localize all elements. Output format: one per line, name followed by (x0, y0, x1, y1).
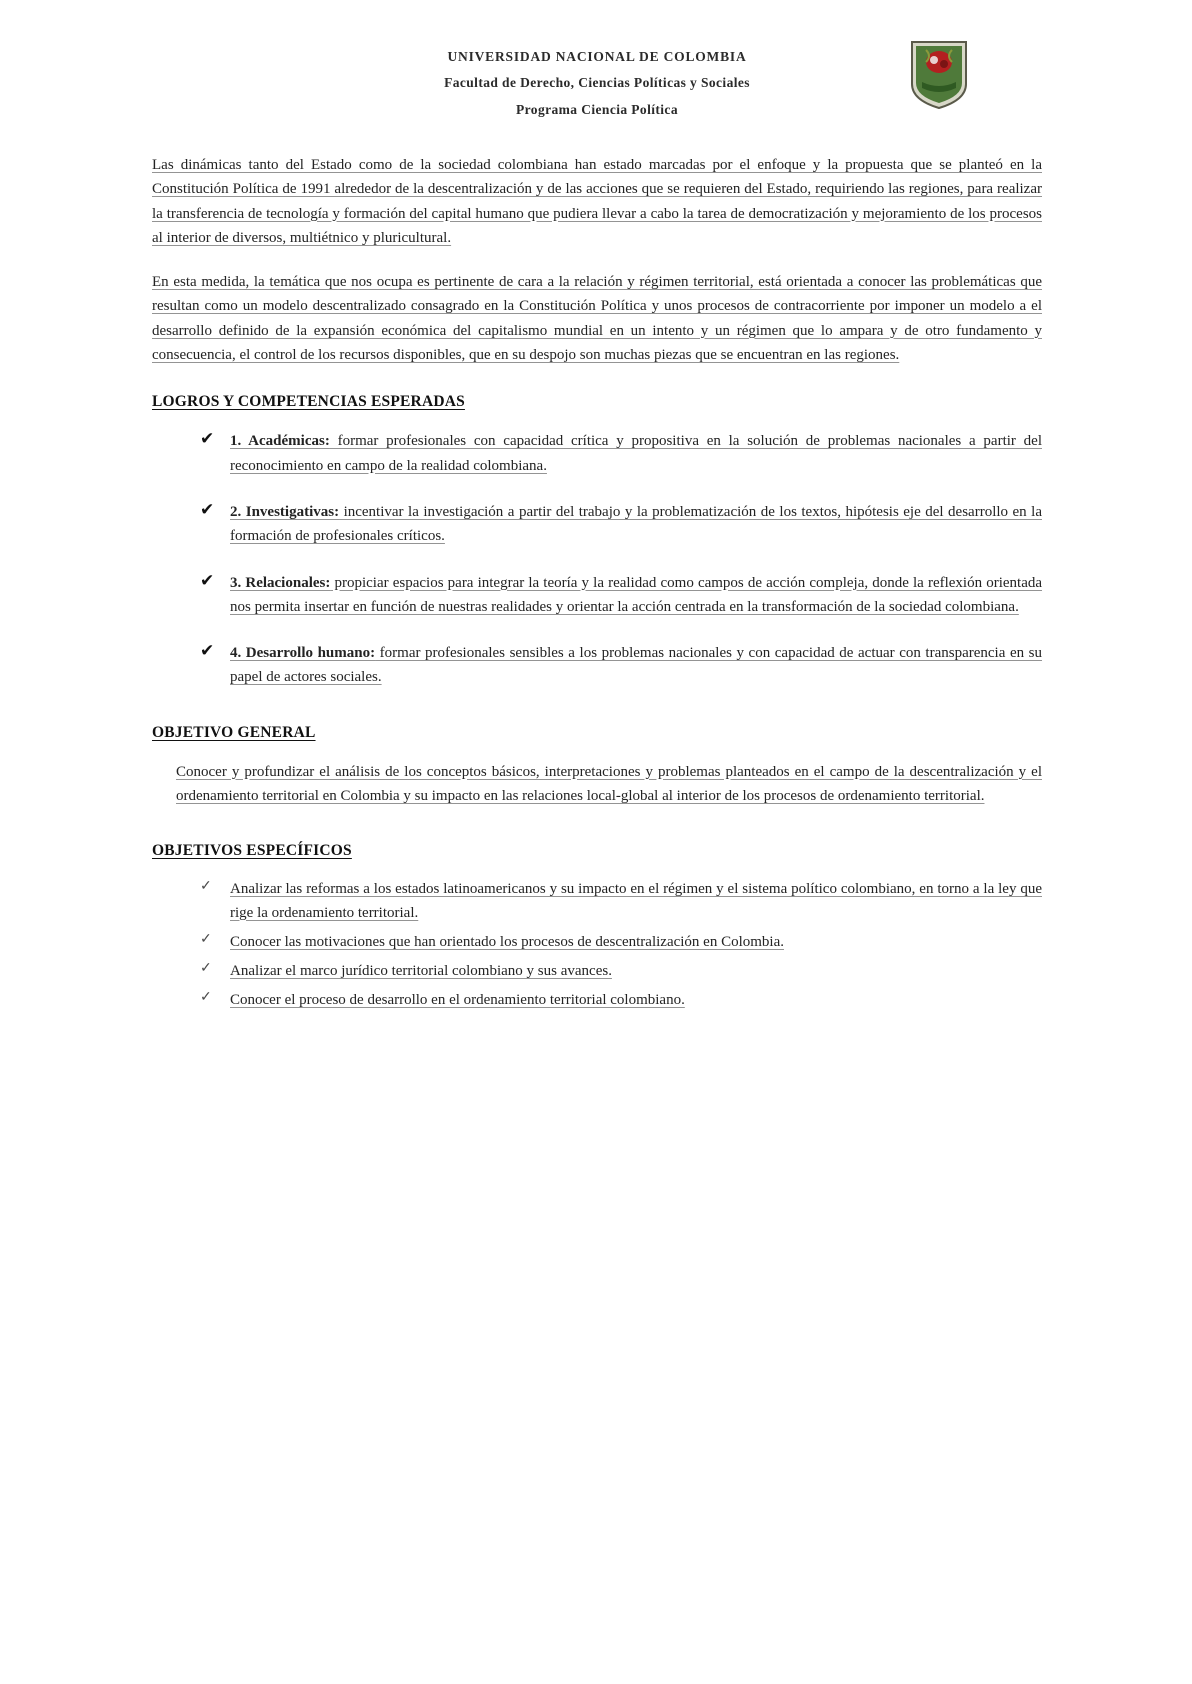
check-bullet-icon: ✔ (200, 641, 215, 661)
list-item-text: Analizar el marco jurídico territorial colombiano y sus avances. (230, 963, 612, 980)
section-title-objetivo-general: OBJETIVO GENERAL (152, 723, 316, 741)
list-item-text: propiciar espacios para integrar la teoría y la realidad como campos de acción compleja, donde la reflexión orientada nos permita insertar en función de nuestras realidades y orientar la acción centrada en la transformación de la sociedad colombiana. (230, 574, 1043, 615)
list-item (200, 960, 1042, 983)
check-bullet-icon: ✔ (200, 499, 215, 519)
list-item (200, 571, 1042, 620)
list-item-text: Conocer las motivaciones que han orientado los procesos de descentralización en Colombia. (230, 933, 784, 950)
list-item (200, 500, 1042, 549)
paragraph-1: Las dinámicas tanto del Estado como de la sociedad colombiana han estado marcadas por el enfoque y la propuesta que se planteó en la Constitución Política de 1991 alrededor de la descentralización y de las acciones que se requieren del Estado, requiriendo las regiones, para realizar la transferencia de tecnología y formación del capital humano que pudiera llevar a cabo la tarea de democratización y mejoramiento de los procesos al interior de diversos, multiétnico y pluricultural. (152, 156, 1042, 246)
objetivos-especificos-list (152, 878, 1042, 1012)
small-check-bullet-icon: ✓ (200, 961, 212, 977)
list-item (200, 641, 1042, 690)
list-item-label: 4. Desarrollo humano: (230, 645, 376, 662)
section-title-objetivos-especificos: OBJETIVOS ESPECÍFICOS (152, 842, 352, 860)
header-university-name: UNIVERSIDAD NACIONAL DE COLOMBIA (447, 49, 747, 64)
small-check-bullet-icon: ✓ (200, 931, 212, 947)
header-program-name: Programa Ciencia Política (516, 101, 678, 117)
section-title-logros: LOGROS Y COMPETENCIAS ESPERADAS (152, 393, 465, 411)
list-item-label: 1. Académicas: (230, 433, 330, 450)
list-item-label: 2. Investigativas: (230, 503, 340, 520)
list-item-text: Conocer el proceso de desarrollo en el ordenamiento territorial colombiano. (230, 992, 685, 1009)
paragraph-2: En esta medida, la temática que nos ocupa es pertinente de cara a la relación y régimen territorial, está orientada a conocer las problemáticas que resultan como un modelo descentralizado consagrado en la Constitución Política y unos procesos de contracorriente por imponer un modelo a el desarrollo definido de la expansión económica del capitalismo mundial en un intento y un régimen que lo ampara y de otro fundamento y consecuencia, el control de los recursos disponibles, que en su despojo son muchas piezas que se encuentran en las regiones. (152, 274, 1042, 364)
list-item (200, 878, 1042, 925)
list-item-text: formar profesionales con capacidad crítica y propositiva en la solución de problemas nacionales a partir del reconocimiento en campo de la realidad colombiana. (230, 433, 1042, 474)
list-item-text: Analizar las reformas a los estados latinoamericanos y su impacto en el régimen y el sistema político colombiano, en torno a la ley que rige la ordenamiento territorial. (230, 881, 1042, 921)
list-item (200, 989, 1042, 1012)
list-item (200, 931, 1042, 954)
list-item-text: incentivar la investigación a partir del trabajo y la problematización de los textos, hipótesis eje del desarrollo en la formación de profesionales críticos. (230, 503, 1042, 545)
document-header (152, 38, 1042, 123)
university-crest-icon (908, 38, 970, 110)
list-item-text: formar profesionales sensibles a los problemas nacionales y con capacidad de actuar con transparencia en su papel de actores sociales. (230, 645, 1043, 686)
check-bullet-icon: ✔ (200, 429, 215, 449)
list-item (200, 429, 1042, 478)
header-faculty-name: Facultad de Derecho, Ciencias Políticas y Sociales (444, 75, 750, 91)
list-item-label: 3. Relacionales: (230, 574, 331, 591)
small-check-bullet-icon: ✓ (200, 879, 212, 895)
logros-list (152, 429, 1042, 689)
small-check-bullet-icon: ✓ (200, 990, 212, 1006)
objetivo-general-text: Conocer y profundizar el análisis de los conceptos básicos, interpretaciones y problemas planteados en el campo de la descentralización y el ordenamiento territorial en Colombia y su impacto en las relaciones local-global al interior de los procesos de ordenamiento territorial. (176, 763, 1042, 804)
check-bullet-icon: ✔ (200, 570, 215, 590)
